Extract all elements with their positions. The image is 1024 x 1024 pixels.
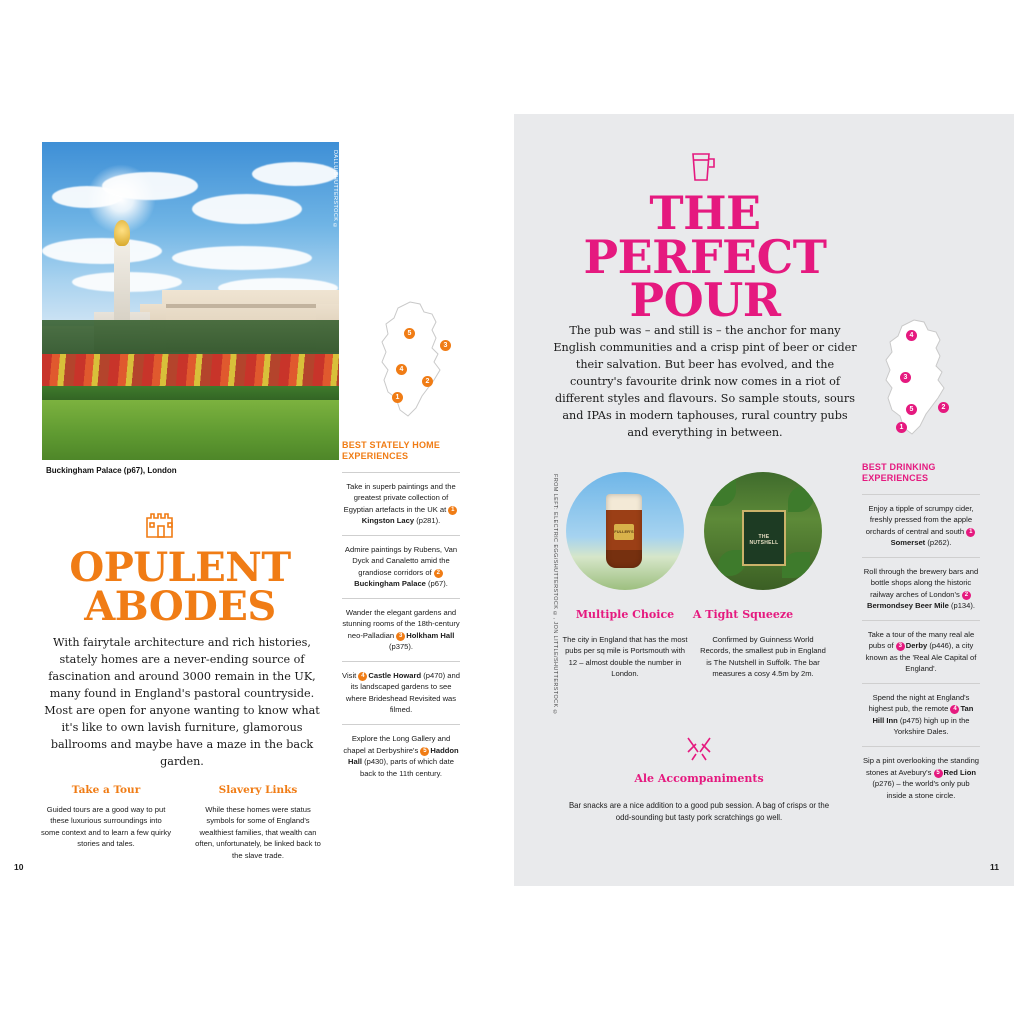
list-number-badge: 4 bbox=[358, 672, 367, 681]
list-item-text-post: (p262). bbox=[925, 538, 952, 548]
list-item-text-pre: Spend the night at England's highest pub, the remote bbox=[868, 692, 970, 714]
map-pin-5[interactable]: 5 bbox=[906, 404, 917, 415]
nutshell-pub-photo bbox=[704, 472, 822, 590]
right-headline-line2: PERFECT bbox=[583, 229, 827, 284]
list-item[interactable] bbox=[342, 472, 460, 535]
list-number-badge: 3 bbox=[896, 642, 905, 651]
cloud bbox=[192, 194, 302, 224]
list-item-text-pre: Explore the Long Gallery and chapel at Derbyshire's bbox=[343, 734, 451, 755]
subsection-title: Slavery Links bbox=[218, 784, 298, 796]
cloud bbox=[172, 246, 312, 270]
list-item-text-post: (p470) and its landscaped gardens to see where Brideshead Revisited was filmed. bbox=[345, 670, 460, 715]
left-intro-paragraph: With fairytale architecture and rich histories, stately homes are a never-ending source of fascination and around 3000 remain in the UK, many found in England's pastoral countryside. Most are open for anyone wanting to know what it's like to own lavish furniture, glamorous ballrooms and maybe have a maze in the back garden. bbox=[44, 636, 320, 769]
list-item-text-post: (p446), a city known as the 'Real Ale Capital of England'. bbox=[865, 641, 977, 674]
list-number-badge: 2 bbox=[962, 591, 971, 600]
castle-icon bbox=[144, 508, 178, 538]
map-pin-3[interactable]: 3 bbox=[900, 372, 911, 383]
left-headline-line2: ABODES bbox=[84, 583, 276, 631]
best-stately-home-experiences-panel bbox=[342, 440, 460, 787]
photo-caption-left: Buckingham Palace (p67), London bbox=[46, 466, 177, 475]
map-pin-2[interactable]: 2 bbox=[422, 376, 433, 387]
page-number-right: 11 bbox=[990, 862, 999, 872]
victoria-memorial-column bbox=[114, 242, 130, 320]
list-item-text-pre: Take a tour of the many real ale pubs of bbox=[867, 629, 975, 651]
pint-glass-graphic bbox=[606, 494, 642, 568]
map-pin-4[interactable]: 4 bbox=[906, 330, 917, 341]
subsection-body: While these homes were status symbols for some of England's wealthiest families, that wealth can often, unfortunately, be linked back to the slave trade. bbox=[195, 805, 321, 860]
map-pin-2[interactable]: 2 bbox=[938, 402, 949, 413]
right-intro-paragraph: The pub was – and still is – the anchor for many English communities and a crisp pint of beer or cider their salvation. But beer has evolved, and the country's favourite drink now comes in a riot of different styles and flavours. So sample stouts, sours and IPAs in modern taphouses, rural country pubs and everything in between. bbox=[553, 324, 857, 440]
card-body-multiple-choice: The city in England that has the most pubs per sq mile is Portsmouth with 12 – almost double the number in London. bbox=[562, 635, 688, 679]
beer-glass-icon bbox=[686, 148, 718, 184]
ale-accompaniments-body: Bar snacks are a nice addition to a good pub session. A bag of crisps or the odd-sounding but tasty pork scratchings go well. bbox=[568, 801, 830, 822]
list-item-text-post: (p375). bbox=[388, 642, 414, 652]
cloud bbox=[252, 162, 338, 186]
list-item-text-post: (p276) – the world's only pub inside a stone circle. bbox=[872, 779, 970, 800]
list-item[interactable] bbox=[342, 724, 460, 787]
buckingham-palace-photo bbox=[42, 142, 339, 460]
list-number-badge: 5 bbox=[934, 769, 943, 778]
subsection-title: Take a Tour bbox=[71, 784, 141, 796]
beer-label: FULLER'S bbox=[614, 524, 634, 540]
pint-of-beer-photo bbox=[566, 472, 684, 590]
list-item[interactable] bbox=[342, 535, 460, 598]
cloud bbox=[102, 172, 198, 200]
list-item[interactable] bbox=[862, 746, 980, 809]
list-item[interactable] bbox=[342, 661, 460, 724]
photo-credit-left: DALLU/SHUTTERSTOCK © bbox=[332, 150, 338, 230]
list-item-place: Tan Hill Inn bbox=[872, 704, 974, 725]
ale-accompaniments-title: Ale Accompaniments bbox=[634, 772, 764, 785]
list-item-place: Bermondsey Beer Mile bbox=[866, 601, 949, 611]
right-headline-line1: THE bbox=[649, 186, 761, 240]
best-drinking-experiences-panel bbox=[862, 462, 980, 809]
list-item-text-post: (p67). bbox=[425, 579, 448, 589]
list-item[interactable] bbox=[862, 683, 980, 746]
list-item[interactable] bbox=[862, 494, 980, 557]
pub-sign bbox=[742, 510, 786, 566]
pub-sign-label: THE NUTSHELL bbox=[749, 534, 779, 546]
sidebar-title-left: BEST STATELY HOME EXPERIENCES bbox=[342, 440, 441, 462]
map-pin-5[interactable]: 5 bbox=[404, 328, 415, 339]
sidebar-title-right: BEST DRINKING EXPERIENCES bbox=[862, 462, 936, 484]
lawn bbox=[42, 400, 339, 460]
left-headline-line1: OPULENT bbox=[69, 544, 291, 591]
subsection-body: Guided tours are a good way to put these luxurious surroundings into some context and to learn a few quirky stories and tales. bbox=[40, 805, 171, 849]
list-item-text-pre: Roll through the brewery bars and bottle shops along the historic railway arches of London's bbox=[863, 566, 979, 599]
list-item[interactable] bbox=[342, 598, 460, 661]
map-pin-4[interactable]: 4 bbox=[396, 364, 407, 375]
list-item-place: Red Lion bbox=[943, 767, 977, 777]
list-item-place: Kingston Lacy bbox=[361, 516, 415, 526]
list-item-text-pre: Wander the elegant gardens and stunning rooms of the 18th-century neo-Palladian bbox=[342, 607, 460, 640]
right-headline bbox=[560, 186, 850, 328]
victoria-memorial-gold-figure bbox=[114, 220, 130, 246]
card-title-multiple-choice: Multiple Choice bbox=[575, 608, 675, 621]
list-item-text-pre: Enjoy a tipple of scrumpy cider, freshly pressed from the apple orchards of central and south bbox=[865, 503, 974, 536]
list-item-place: Haddon Hall bbox=[348, 745, 459, 767]
list-number-badge: 1 bbox=[448, 506, 457, 515]
map-pin-1[interactable]: 1 bbox=[896, 422, 907, 433]
photo-credit-right: FROM LEFT: ELECTRIC EGG/SHUTTERSTOCK ©, JON LITTLE/SHUTTERSTOCK © bbox=[552, 474, 558, 716]
page-number-left: 10 bbox=[14, 862, 24, 872]
list-item-text-post: (p134). bbox=[948, 601, 976, 611]
card-body-a-tight-squeeze: Confirmed by Guinness World Records, the smallest pub in England is The Nutshell in Suffolk. The bar measures a cosy 4.5m by 2m. bbox=[700, 635, 826, 679]
england-map-right bbox=[874, 318, 960, 438]
list-item-place: Somerset bbox=[890, 538, 926, 548]
list-item-place: Derby bbox=[905, 641, 928, 651]
card-title-a-tight-squeeze: A Tight Squeeze bbox=[692, 608, 794, 621]
left-headline bbox=[40, 544, 320, 631]
list-item-place: Castle Howard bbox=[368, 670, 422, 680]
cloud bbox=[42, 238, 162, 264]
list-item-text-post: (p281). bbox=[414, 516, 441, 526]
list-item-place: Holkham Hall bbox=[406, 630, 455, 640]
map-pin-1[interactable]: 1 bbox=[392, 392, 403, 403]
list-item[interactable] bbox=[862, 557, 980, 620]
list-number-badge: 4 bbox=[950, 705, 959, 714]
england-map-left bbox=[370, 300, 456, 420]
list-item-text-pre: Take in superb paintings and the greatest private collection of Egyptian artefacts in the UK at bbox=[343, 481, 456, 514]
subsection-take-a-tour bbox=[40, 784, 172, 850]
map-pin-3[interactable]: 3 bbox=[440, 340, 451, 351]
list-item[interactable] bbox=[862, 620, 980, 683]
list-number-badge: 1 bbox=[966, 528, 975, 537]
list-item-text-pre: Visit bbox=[342, 670, 359, 680]
list-item-text-post: (p430), parts of which date back to the 11th century. bbox=[359, 757, 454, 778]
subsection-slavery-links bbox=[192, 784, 324, 861]
list-number-badge: 3 bbox=[396, 632, 405, 641]
fork-and-knife-icon bbox=[684, 736, 714, 762]
right-headline-line3: POUR bbox=[629, 273, 781, 328]
list-item-text-pre: Sip a pint overlooking the standing stones at Avebury's bbox=[862, 756, 980, 777]
list-item-place: Buckingham Palace bbox=[354, 579, 426, 589]
list-item-text-post: (p475) high up in the Yorkshire Dales. bbox=[893, 715, 970, 737]
list-number-badge: 2 bbox=[434, 569, 443, 578]
list-item-text-pre: Admire paintings by Rubens, Van Dyck and Canaletto amid the grandiose corridors of bbox=[344, 544, 458, 577]
list-number-badge: 5 bbox=[420, 747, 429, 756]
